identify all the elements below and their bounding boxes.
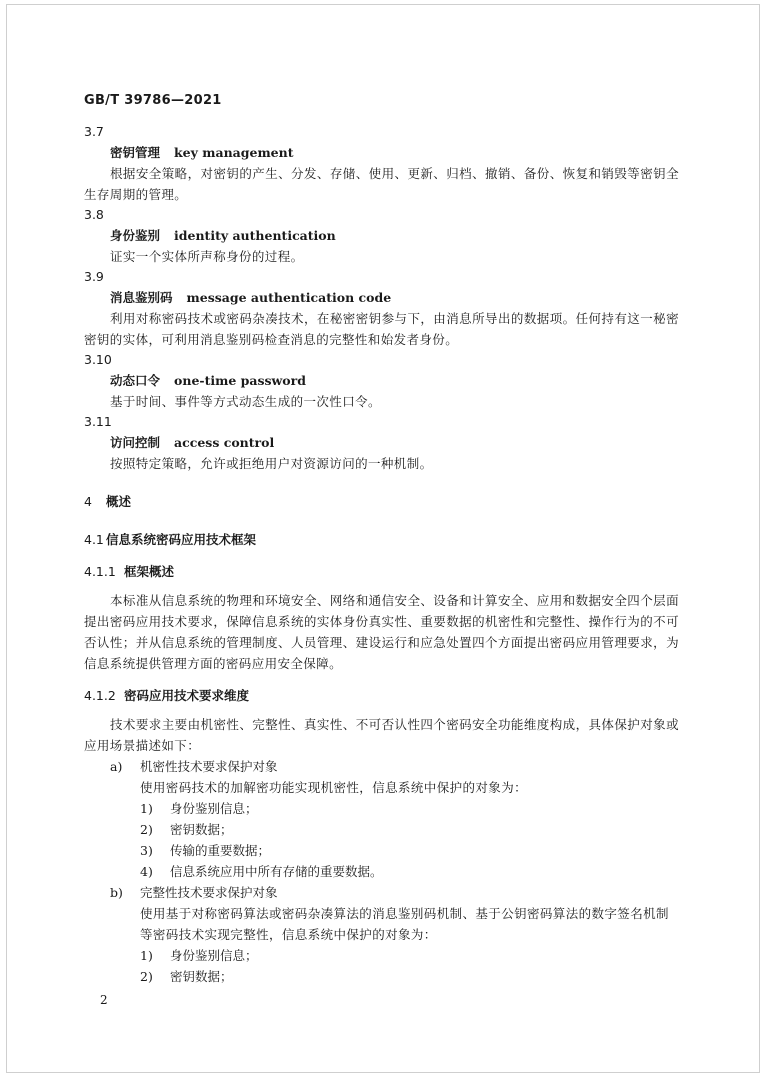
term-definition: 利用对称密码技术或密码杂凑技术，在秘密密钥参与下，由消息所导出的数据项。任何持有这一秘密密钥的实体，可利用消息鉴别码检查消息的完整性和始发者身份。 [84, 311, 679, 347]
term-en: identity authentication [174, 228, 336, 243]
term-number: 3.8 [84, 207, 104, 222]
page-number: 2 [100, 993, 108, 1007]
sub-list-item [84, 966, 679, 987]
sub-list-item [84, 819, 679, 840]
term-en: one-time password [174, 373, 306, 388]
sub-list-item [84, 840, 679, 861]
section-title: 概述 [106, 494, 132, 509]
term-en: message authentication code [186, 290, 392, 305]
term-zh: 消息鉴别码 [110, 290, 173, 305]
sub-list-label: 4) [140, 864, 153, 879]
sub-list-label: 1) [140, 801, 153, 816]
section-number: 4.1.1 [84, 564, 116, 579]
term-definition: 基于时间、事件等方式动态生成的一次性口令。 [110, 394, 381, 409]
section-number: 4.1 [84, 532, 104, 547]
section-title: 密码应用技术要求维度 [124, 688, 250, 703]
sub-list-text: 传输的重要数据； [170, 843, 271, 858]
sub-list-text: 密钥数据； [170, 822, 233, 837]
term-zh: 身份鉴别 [110, 228, 161, 243]
sub-list-label: 1) [140, 948, 153, 963]
list-label: b) [110, 885, 123, 900]
term-heading [84, 370, 679, 391]
sub-list-label: 2) [140, 822, 153, 837]
term-en: access control [174, 435, 275, 450]
list-description: 使用密码技术的加解密功能实现机密性，信息系统中保护的对象为： [140, 780, 528, 795]
section-heading-4 [84, 492, 679, 512]
term-definition: 根据安全策略，对密钥的产生、分发、存储、使用、更新、归档、撤销、备份、恢复和销毁等密钥全生存周期的管理。 [84, 166, 679, 202]
sub-list-item [84, 861, 679, 882]
term-en: key management [174, 145, 294, 160]
term-heading [84, 287, 679, 308]
section-heading-4-1-1 [84, 562, 679, 582]
term-heading [84, 432, 679, 453]
term-number: 3.11 [84, 414, 112, 429]
term-heading [84, 142, 679, 163]
list-title: 完整性技术要求保护对象 [140, 885, 278, 900]
term-number: 3.7 [84, 124, 104, 139]
section-number: 4.1.2 [84, 688, 116, 703]
term-heading [84, 225, 679, 246]
list-label: a) [110, 759, 123, 774]
term-definition: 按照特定策略，允许或拒绝用户对资源访问的一种机制。 [110, 456, 433, 471]
sub-list-label: 3) [140, 843, 153, 858]
term-zh: 动态口令 [110, 373, 161, 388]
section-body: 本标准从信息系统的物理和环境安全、网络和通信安全、设备和计算安全、应用和数据安全四个层面提出密码应用技术要求，保障信息系统的实体身份真实性、重要数据的机密性和完整性、操作行为的不可否认性；并从信息系统的管理制度、人员管理、建设运行和应急处置四个方面提出密码应用管理要求，为信息系统提供管理方面的密码应用安全保障。 [84, 593, 679, 671]
term-entry [84, 350, 679, 412]
term-number: 3.9 [84, 269, 104, 284]
sub-list-item [84, 798, 679, 819]
term-number: 3.10 [84, 352, 112, 367]
section-heading-4-1-2 [84, 686, 679, 706]
term-zh: 访问控制 [110, 435, 161, 450]
section-number: 4 [84, 494, 92, 509]
list-item-title-row [84, 756, 679, 777]
list-item [84, 882, 679, 987]
list-item [84, 756, 679, 882]
standard-number: GB/T 39786—2021 [84, 93, 222, 108]
list-description: 使用基于对称密码算法或密码杂凑算法的消息鉴别码机制、基于公钥密码算法的数字签名机制等密码技术实现完整性，信息系统中保护的对象为： [140, 906, 669, 942]
term-entry [84, 267, 679, 350]
term-entry [84, 122, 679, 205]
sub-list-label: 2) [140, 969, 153, 984]
sub-list-item [84, 945, 679, 966]
section-title: 框架概述 [124, 564, 175, 579]
sub-list-text: 密钥数据； [170, 969, 233, 984]
section-body: 技术要求主要由机密性、完整性、真实性、不可否认性四个密码安全功能维度构成，具体保护对象或应用场景描述如下： [84, 717, 679, 753]
term-zh: 密钥管理 [110, 145, 161, 160]
sub-list-text: 信息系统应用中所有存储的重要数据。 [170, 864, 383, 879]
term-definition: 证实一个实体所声称身份的过程。 [110, 249, 304, 264]
list-item-title-row [84, 882, 679, 903]
list-title: 机密性技术要求保护对象 [140, 759, 278, 774]
sub-list-text: 身份鉴别信息； [170, 948, 258, 963]
term-entry [84, 205, 679, 267]
document-body [84, 122, 679, 987]
section-heading-4-1 [84, 530, 679, 550]
sub-list-text: 身份鉴别信息； [170, 801, 258, 816]
section-title: 信息系统密码应用技术框架 [106, 532, 257, 547]
term-entry [84, 412, 679, 474]
